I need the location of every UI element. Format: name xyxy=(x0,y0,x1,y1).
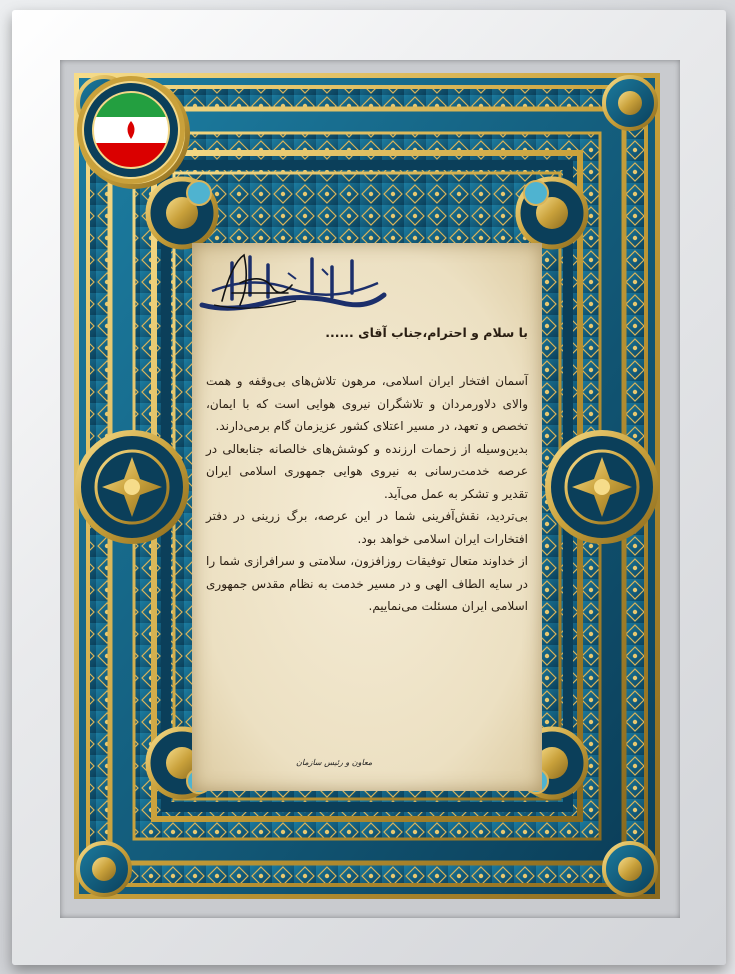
signature-title: معاون و رئیس سازمان xyxy=(296,758,373,767)
certificate-artwork xyxy=(74,73,660,899)
paragraph-1: آسمان افتخار ایران اسلامی، مرهون تلاش‌های بی‌وقفه و همت والای دلاورمردان و تلاشگران نیروی هوایی است که با ایمان، تخصص و تعهد، در مسیر اعتلای کشور عزیزمان گام برمی‌دارند. xyxy=(206,374,528,433)
paragraph-4: از خداوند متعال توفیقات روزافزون، سلامتی و سرافرازی شما را در سایه الطاف الهی و در مسیر خدمت به نظام مقدس جمهوری اسلامی ایران مسئلت می‌نماییم. xyxy=(206,554,528,613)
paragraph-3: بی‌تردید، نقش‌آفرینی شما در این عرصه، برگ زرینی در دفتر افتخارات ایران اسلامی خواهد بود. xyxy=(206,509,528,546)
greeting-line: با سلام و احترام،جناب آقای ...... xyxy=(325,325,528,340)
certificate-parchment xyxy=(192,243,542,791)
handwritten-signature xyxy=(192,243,312,323)
iran-flag-emblem xyxy=(74,73,188,187)
letter-body xyxy=(206,325,528,618)
paragraph-2: بدین‌وسیله از زحمات ارزنده و کوشش‌های خالصانه جنابعالی در عرصه خدمت‌رسانی به نیروی هوایی جمهوری اسلامی ایران تقدیر و تشکر به عمل می‌آید. xyxy=(206,441,528,501)
